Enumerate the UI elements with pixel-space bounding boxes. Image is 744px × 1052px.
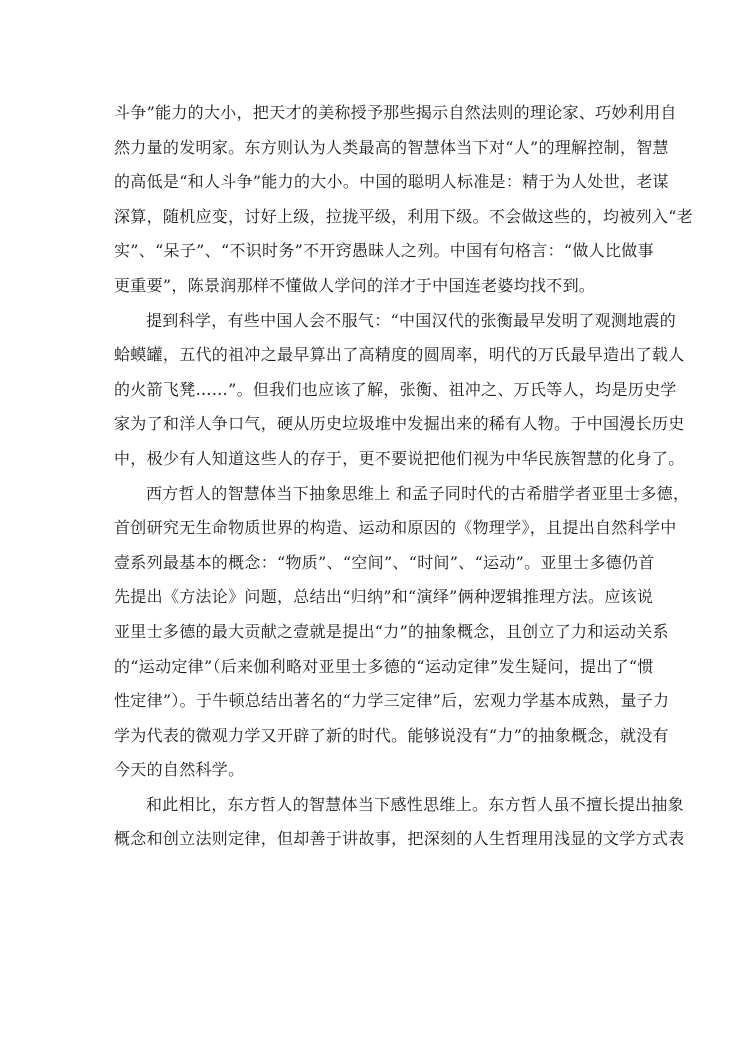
- text-line: 然力量的发明家。东方则认为人类最高的智慧体当下对“人”的理解控制，智慧: [114, 137, 669, 157]
- text-line: 的高低是“和人斗争”能力的大小。中国的聪明人标准是：精于为人处世，老谋: [114, 172, 669, 192]
- paragraph-3: [114, 477, 690, 788]
- text-line: 学为代表的微观力学又开辟了新的时代。能够说没有“力”的抽象概念，就没有: [114, 725, 669, 745]
- text-line: 和此相比，东方哲人的智慧体当下感性思维上。东方哲人虽不擅长提出抽象: [146, 794, 684, 814]
- paragraph-1: [114, 96, 693, 304]
- body-text: [114, 96, 693, 857]
- text-line: 先提出《方法论》问题，总结出“归纳”和“演绎”俩种逻辑推理方法。应该说: [114, 587, 654, 607]
- text-line: 的“运动定律”（后来伽利略对亚里士多德的“运动定律”发生疑问，提出了“惯: [114, 656, 654, 676]
- text-line: 性定律”）。于牛顿总结出著名的“力学三定律”后，宏观力学基本成熟，量子力: [114, 691, 670, 711]
- text-line: 斗争”能力的大小，把天才的美称授予那些揭示自然法则的理论家、巧妙利用自: [114, 103, 677, 122]
- text-line: 今天的自然科学。: [114, 760, 245, 780]
- text-line: 实”、“呆子”、“不识时务”不开窍愚昧人之列。中国有句格言：“做人比做事: [114, 241, 654, 261]
- text-line: 蛤蟆罐，五代的祖冲之最早算出了高精度的圆周率，明代的万氏最早造出了载人: [114, 345, 685, 365]
- text-line: 深算，随机应变，讨好上级，拉拢平级，利用下级。不会做这些的，均被列入“老: [114, 206, 693, 226]
- text-line: 壹系列最基本的概念：“物质”、“空间”、“时间”、“运动”。亚里士多德仍首: [114, 552, 655, 572]
- text-line: 家为了和洋人争口气，硬从历史垃圾堆中发掘出来的稀有人物。于中国漫长历史: [114, 414, 685, 434]
- text-line: 西方哲人的智慧体当下抽象思维上 和孟子同时代的古希腊学者亚里士多德，: [146, 483, 690, 503]
- text-line: 中，极少有人知道这些人的存于，更不要说把他们视为中华民族智慧的化身了。: [114, 448, 685, 468]
- text-line: 首创研究无生命物质世界的构造、运动和原因的《物理学》，且提出自然科学中: [114, 518, 677, 538]
- text-line: 的火箭飞凳……”。但我们也应该了解，张衡、祖冲之、万氏等人，均是历史学: [114, 379, 677, 399]
- paragraph-2: [114, 304, 685, 477]
- text-line: 亚里士多德的最大贡献之壹就是提出“力”的抽象概念，且创立了力和运动关系: [114, 621, 669, 641]
- paragraph-4: [114, 788, 685, 857]
- text-line: 概念和创立法则定律，但却善于讲故事，把深刻的人生哲理用浅显的文学方式表: [114, 829, 685, 849]
- text-line: 更重要”，陈景润那样不懂做人学问的洋才于中国连老婆均找不到。: [114, 275, 596, 295]
- text-line: 提到科学，有些中国人会不服气：“中国汉代的张衡最早发明了观测地震的: [146, 310, 677, 330]
